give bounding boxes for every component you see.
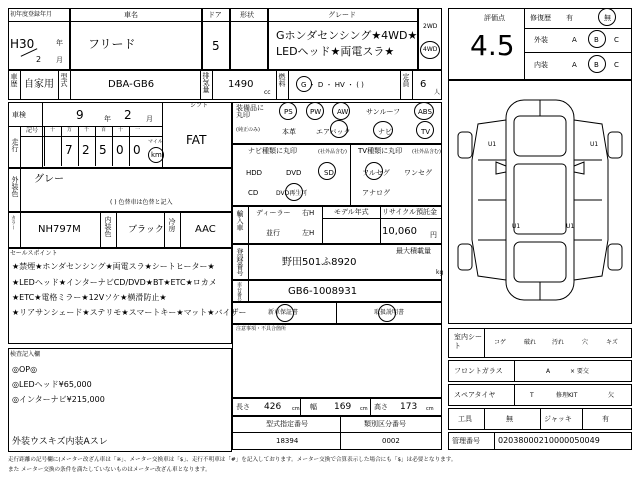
seat-label: 室内シート [454,333,482,351]
mileage-divider [44,126,45,166]
equip-leather: 本革 [282,128,296,136]
displacement-unit: cc [264,89,271,96]
new-car-warranty: 新車保証書 [268,309,299,316]
windshield-label: フロントガラス [454,367,503,375]
inspection-label: 車検 [12,111,26,119]
exterior-label: 外装色 [11,176,19,197]
nav-dvd-play: DVD再生可 [276,190,308,197]
fuel-selected-circle [296,76,312,92]
drive-4wd-circle [420,41,440,59]
import-left: 左H [302,229,315,237]
spec-row [232,416,442,450]
max-load-label: 最大積載量 [396,247,431,255]
equip-airbag: エアバック [316,128,351,136]
exterior-grade-a: A [572,36,577,44]
displacement-label: 排気量 [202,72,210,93]
interior-grade-a: A [572,61,577,69]
windshield-a: A [546,368,551,375]
displacement-value: 1490 [228,79,254,90]
spec-no-label: 型式指定番号 [266,420,308,428]
mileage-digit: 5 [99,143,107,157]
equip-aw-circle [332,102,350,120]
jack-value: 有 [602,415,609,423]
tools-label: 工具 [458,415,472,423]
recycle-unit: 円 [430,231,437,239]
fuel-options: G ・ D ・ HV ・ ( ) [301,81,364,89]
exterior-color: グレー [34,174,64,185]
mileage-label: 走行 [11,138,19,152]
mileage-unit-label: マイル [148,139,163,145]
equip-nav-circle [373,121,393,139]
mileage-digit: 0 [116,143,124,157]
reg-month-unit: 月 [56,56,63,64]
length-label: 長さ [236,403,250,411]
shape-label: 形状 [240,11,254,19]
spec-no: 18394 [276,437,299,445]
mileage-divider [61,126,62,166]
mileage-divider [95,126,96,166]
first-reg-label: 初年度登録年月 [10,11,53,18]
equipment-label: 装備品に丸印 [236,104,264,119]
reg-month: 2 [36,55,42,64]
nav-type-label: ナビ種類に丸印 [248,147,297,155]
interior-color: ブラック [128,225,164,235]
nav-sd: SD [324,169,334,177]
type-value: DBA-GB6 [108,79,155,90]
damage-mark: U1 [590,141,599,148]
warranty-circle [276,304,294,322]
spare-t: T [530,392,534,399]
mileage-unit: 十 [118,127,124,133]
repair-no-circle [598,8,616,26]
mileage-unit: 十 [50,127,56,133]
recycle-value: 10,060 [382,226,417,237]
sales-point-line: ★ETC★電格ミラー★12Vソケ★横滑防止★ [12,293,167,302]
tv-analog: アナログ [362,189,390,197]
mileage-divider [112,126,113,166]
inspector-line: ◎LEDヘッド¥65,000 [12,380,92,389]
import-right: 右H [302,209,315,217]
inspection-year-unit: 年 [104,115,111,123]
mileage-divider [129,126,130,166]
plate-label: 登録番号 [236,248,244,276]
sales-points-label: セールスポイント [10,250,58,257]
frame-number: GB6-1008931 [288,286,358,297]
car-diagram [448,80,632,324]
height-label: 高さ [374,403,388,411]
mileage-km-circle [148,147,164,163]
score-label: 評価点 [484,14,505,22]
use-label: 車歴 [10,73,18,87]
color-code: NH797M [38,224,81,235]
capacity-value: 6 [420,79,427,90]
inspection-month: 2 [124,108,132,122]
sales-point-line: ★LEDヘッド★インターナビCD/DVD★BT★ETC★ロカメ [12,278,217,287]
equip-pw-circle [306,102,324,120]
documents-block [232,302,442,324]
equip-sunroof: サンルーフ [366,108,401,116]
score-value: 4.5 [470,29,515,62]
mileage-digit: 0 [133,143,141,157]
tv-fullseg: フルセグ [362,169,390,177]
doors-value: 5 [212,39,220,53]
mileage-unit: 百 [101,127,107,133]
equip-abs: ABS [418,108,432,116]
max-load-unit: kg [436,269,444,276]
manual-circle [378,304,396,322]
capacity-label: 定員 [402,73,410,87]
exterior-note: ( ) 色替車は色替と記入 [110,199,173,206]
repair-yes: 有 [566,14,573,22]
nav-hdd: HDD [246,169,263,177]
inspector-label: 検査記入欄 [10,351,41,358]
mileage-unit: 一 [135,127,141,133]
fuel-label: 燃料 [278,73,286,87]
record-label: 記号 [26,127,39,134]
tv-oneseg: ワンセグ [404,169,432,177]
mileage-km: km [151,151,162,159]
class-no-label: 類別区分番号 [364,420,406,428]
shift-label: シフト [190,102,209,109]
import-parallel: 並行 [266,229,280,237]
inspection-year: 9 [76,108,84,122]
tools-value: 無 [506,415,513,423]
equip-ps-circle [279,102,297,120]
mileage-digit: 7 [65,143,73,157]
length-unit: cm [292,406,300,412]
import-dealer: ディーラー [256,209,291,217]
height-unit: cm [426,406,434,412]
seat-item: キズ [606,339,618,346]
equip-tv: TV [421,128,431,136]
doors-label: ドア [208,11,222,19]
width-value: 169 [334,402,352,412]
use-value: 自家用 [24,79,54,90]
recycle-label: リサイクル預託金 [382,208,438,216]
damage-mark: U1 [566,223,575,230]
class-no: 0002 [382,437,400,445]
interior-grade-label: 内装 [534,61,548,69]
mileage-unit: 千 [84,127,90,133]
era-year: H30 [10,37,35,51]
car-name: フリード [88,37,136,51]
exterior-grade-label: 外装 [534,36,548,44]
ac-label: 冷房 [168,218,176,232]
seat-item: 破れ [524,339,537,346]
inspector-line: ◎インターナビ¥215,000 [12,395,105,404]
frame-label: 車台番号 [236,282,242,302]
nav-type-sub: (社外品含む) [318,149,347,155]
model-year-label: モデル年式 [334,208,369,216]
mgmt-number: 02038000210000050049 [498,436,600,445]
tv-fullseg-circle [365,162,383,180]
seat-item: コゲ [494,339,507,346]
spare-missing: 欠 [608,392,615,399]
nav-sd-circle [318,162,336,180]
manual: 取扱説明書 [374,309,405,316]
drive-2wd: 2WD [423,23,438,30]
vehicle-info-row [8,70,442,100]
repair-no: 無 [604,14,611,22]
width-label: 幅 [310,403,317,411]
sales-point-line: ★リアサンシェード★ステリモ★スマートキー★マット★バイザー [12,308,247,317]
plate-number: 野田501ふ8920 [282,257,357,268]
equip-airbag-circle [330,120,348,138]
grade-line1: Gホンダセンシング★4WD★ [276,29,418,42]
mileage-unit: 万 [67,127,73,133]
length-value: 426 [264,402,282,412]
mgmt-label: 管理番号 [452,437,480,445]
type-label: 型式 [60,73,68,87]
mileage-digit: 2 [82,143,90,157]
exterior-grade-b: B [594,36,599,44]
jack-label: ジャッキ [544,415,572,423]
exterior-grade-circle [588,30,606,48]
spare-label: スペアタイヤ [454,391,496,399]
equip-aw: AW [337,108,349,116]
equip-abs-circle [414,102,434,120]
seat-item: 穴 [582,339,589,346]
inspector-footer: 外装ウスキズ内装Aスレ [12,437,108,447]
equip-ps: PS [284,108,293,116]
shift-value: FAT [186,133,207,147]
seat-item: 汚れ [552,339,565,346]
damage-mark: U1 [512,223,521,230]
inspector-line: ◎OP◎ [12,365,38,374]
nav-dvd-play-circle [285,183,303,201]
footer-line1: 走行距離の記号欄に(メーター改ざん車は「※」、メーター交換車は「$」、走行不明車は「#」を記入しております。メーター交換で合算表示した場合にも「$」は必要となります。 [8,457,457,463]
grade-label: グレード [328,11,356,19]
mileage-divider [78,126,79,166]
notes-block [232,324,442,398]
spare-kit: 修理KIT [556,392,578,399]
equip-pw: PW [310,108,322,116]
equip-tv-circle [416,121,434,139]
nav-dvd: DVD [286,169,302,177]
tv-type-sub: (社外品含む) [412,149,441,155]
interior-color-label: 内装色 [104,216,112,237]
height-value: 173 [400,402,418,412]
repair-label: 修復歴 [530,14,551,22]
import-label: 輸入車 [236,210,244,231]
windshield-replace: × 要交 [570,368,589,375]
width-unit: cm [360,406,368,412]
car-name-label: 車名 [124,11,138,19]
equip-nav: ナビ [378,128,392,136]
grade-line2: LEDヘッド★両電スラ★ [276,45,395,58]
tv-type-label: TV種類に丸印 [358,147,403,155]
sales-point-line: ★禁煙★ホンダセンシング★両電スラ★シートヒーター★ [12,262,215,271]
capacity-unit: 人 [434,89,441,96]
era-year-unit: 年 [56,39,63,47]
nav-cd: CD [248,189,259,197]
exterior-grade-c: C [614,36,619,44]
notes-label: 注意事項・不具合箇所 [236,326,287,332]
damage-mark: U1 [488,141,497,148]
equipment-sub-label: (純正のみ) [236,127,260,133]
footer-line2: また メーター交換の条件を満たしていないものはメーター改ざん車となります。 [8,467,211,473]
interior-grade-b: B [594,61,599,69]
drive-4wd: 4WD [423,46,438,53]
drive-cell [418,8,442,70]
inspection-month-unit: 月 [146,115,153,123]
ac-value: AAC [195,224,216,235]
interior-grade-c: C [614,61,619,69]
color-code-label: カラー [10,215,16,230]
interior-grade-circle [588,55,606,73]
